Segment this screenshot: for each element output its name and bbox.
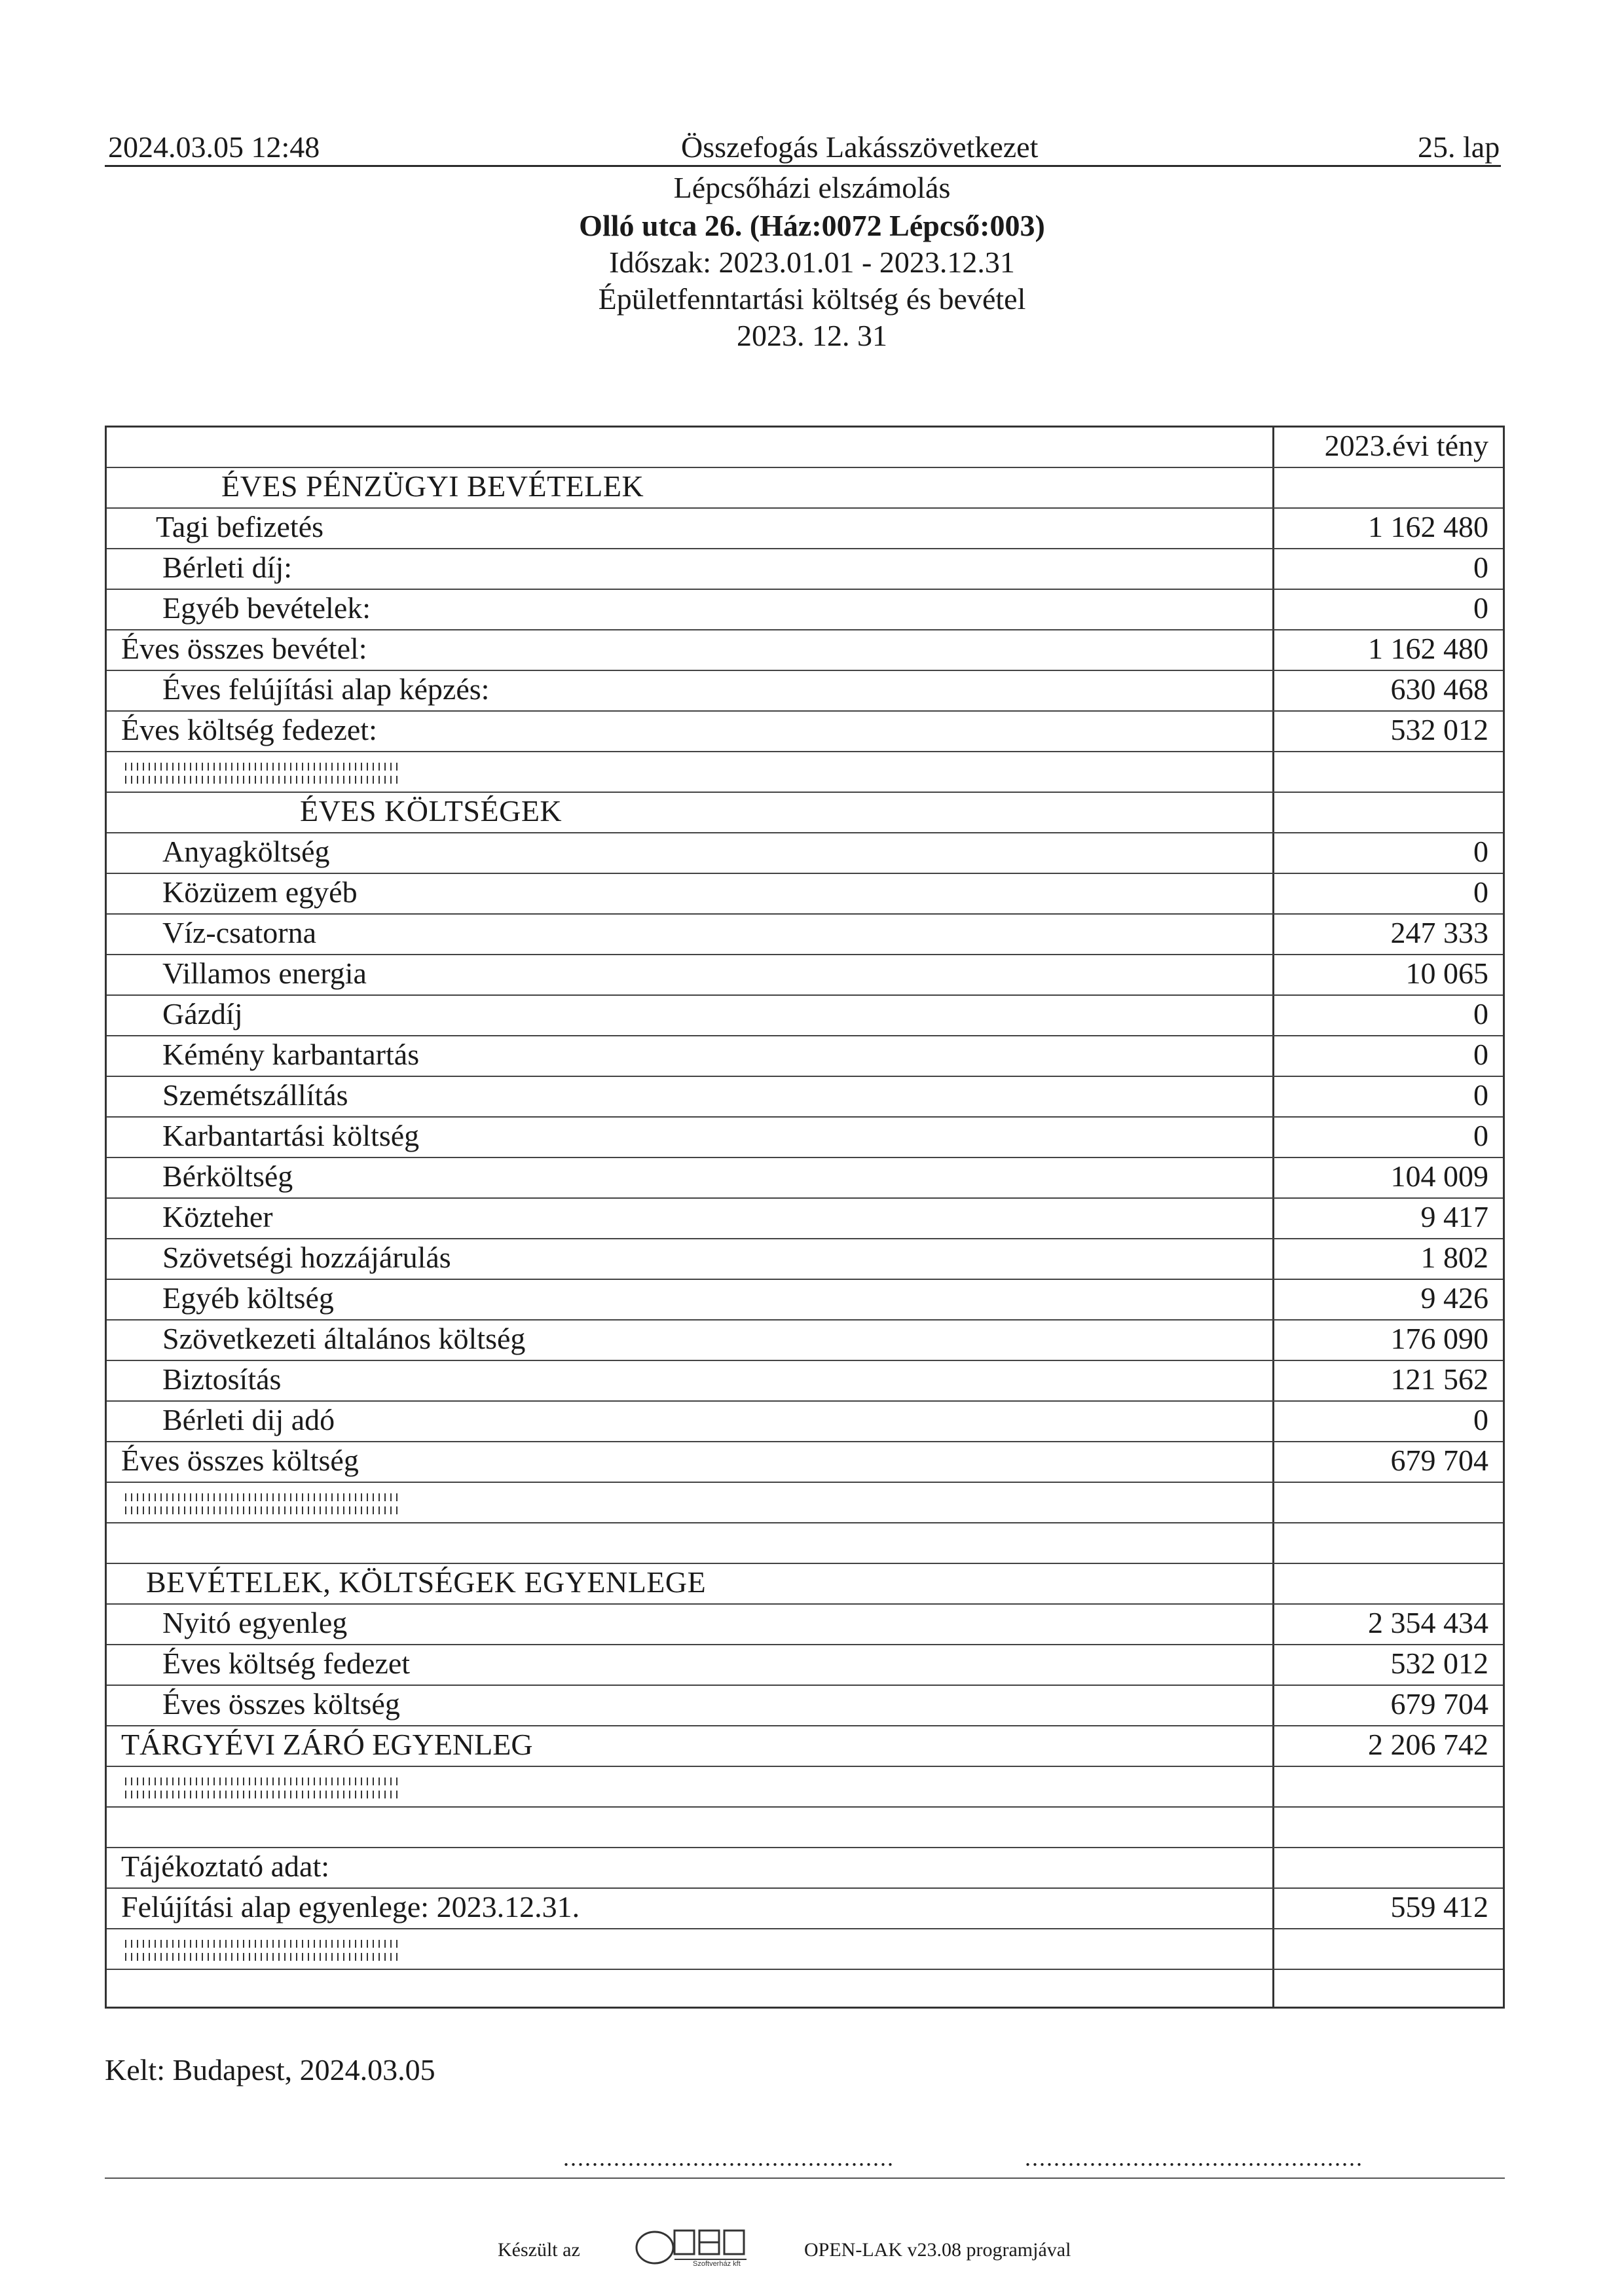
row-label: Karbantartási költség bbox=[162, 1119, 420, 1152]
row-value: 0 bbox=[1473, 997, 1488, 1030]
table-row bbox=[107, 1605, 1503, 1645]
empty-row bbox=[107, 1523, 1503, 1564]
row-value: 10 065 bbox=[1405, 957, 1488, 990]
row-label: Nyitó egyenleg bbox=[162, 1606, 348, 1639]
row-label: Bérleti díj: bbox=[162, 551, 293, 584]
organization-name: Összefogás Lakásszövetkezet bbox=[681, 130, 1039, 164]
place-date: Kelt: Budapest, 2024.03.05 bbox=[105, 2053, 435, 2086]
table-row bbox=[107, 996, 1503, 1036]
tick-marks bbox=[125, 1777, 400, 1785]
row-value: 0 bbox=[1473, 1038, 1488, 1071]
row-label: Bérköltség bbox=[162, 1159, 293, 1193]
empty-row bbox=[107, 1970, 1503, 2011]
row-value: 0 bbox=[1473, 591, 1488, 625]
row-value: 532 012 bbox=[1390, 1647, 1488, 1680]
row-label: Víz-csatorna bbox=[162, 916, 316, 949]
table-row bbox=[107, 1361, 1503, 1402]
table-row bbox=[107, 630, 1503, 671]
table-header-row bbox=[107, 428, 1503, 468]
row-value: 0 bbox=[1473, 835, 1488, 868]
row-label: Éves költség fedezet: bbox=[121, 713, 377, 746]
row-label: Éves költség fedezet bbox=[162, 1647, 411, 1680]
info-label: Tájékoztató adat: bbox=[121, 1850, 330, 1883]
table-row bbox=[107, 1158, 1503, 1199]
row-label: Szövetségi hozzájárulás bbox=[162, 1241, 451, 1274]
row-value: 104 009 bbox=[1390, 1159, 1488, 1193]
table-row bbox=[107, 671, 1503, 712]
tick-marks bbox=[125, 1506, 400, 1514]
info-label-row bbox=[107, 1848, 1503, 1889]
row-value: 0 bbox=[1473, 551, 1488, 584]
row-label: Éves összes költség bbox=[162, 1687, 400, 1721]
row-value: 2 354 434 bbox=[1368, 1606, 1488, 1639]
row-label: Szövetkezeti általános költség bbox=[162, 1322, 526, 1355]
row-value: 1 802 bbox=[1420, 1241, 1488, 1274]
print-datetime: 2024.03.05 12:48 bbox=[108, 130, 320, 164]
row-label: Villamos energia bbox=[162, 957, 367, 990]
row-label: Közteher bbox=[162, 1200, 273, 1233]
table-row bbox=[107, 1402, 1503, 1442]
row-value: 2 206 742 bbox=[1368, 1728, 1488, 1761]
table-row bbox=[107, 1199, 1503, 1239]
tick-marks bbox=[125, 1953, 400, 1961]
row-label: Bérleti dij adó bbox=[162, 1403, 335, 1436]
income-section-row bbox=[107, 468, 1503, 509]
separator-row bbox=[107, 1767, 1503, 1808]
table-row bbox=[107, 549, 1503, 590]
table-row bbox=[107, 1442, 1503, 1483]
table-row bbox=[107, 1686, 1503, 1726]
row-value: 559 412 bbox=[1390, 1890, 1488, 1923]
row-value: 0 bbox=[1473, 875, 1488, 909]
row-label: Éves összes bevétel: bbox=[121, 632, 367, 665]
row-value: 1 162 480 bbox=[1368, 632, 1488, 665]
section-title-income: ÉVES PÉNZÜGYI BEVÉTELEK bbox=[221, 469, 644, 503]
table-row bbox=[107, 590, 1503, 630]
date-line: 2023. 12. 31 bbox=[737, 319, 887, 352]
tick-marks bbox=[125, 1791, 400, 1798]
made-with-text: Készült az bbox=[498, 2239, 580, 2261]
tick-marks bbox=[125, 776, 400, 784]
table-row bbox=[107, 1280, 1503, 1321]
footer-rule bbox=[105, 2178, 1505, 2179]
row-value: 630 468 bbox=[1390, 672, 1488, 706]
closing-balance-row bbox=[107, 1726, 1503, 1767]
row-label: Felújítási alap egyenlege: 2023.12.31. bbox=[121, 1890, 580, 1923]
row-label: Szemétszállítás bbox=[162, 1078, 348, 1112]
table-row bbox=[107, 1239, 1503, 1280]
table-row bbox=[107, 1036, 1503, 1077]
period-line: Időszak: 2023.01.01 - 2023.12.31 bbox=[609, 246, 1015, 279]
separator-row bbox=[107, 1483, 1503, 1523]
cost-section-row bbox=[107, 793, 1503, 833]
column-header: 2023.évi tény bbox=[1324, 429, 1488, 462]
open-logo bbox=[635, 2223, 753, 2269]
separator-row bbox=[107, 752, 1503, 793]
separator-row bbox=[107, 1929, 1503, 1970]
info-row bbox=[107, 1889, 1503, 1929]
row-label: Tagi befizetés bbox=[156, 510, 324, 543]
table-row bbox=[107, 509, 1503, 549]
table-row bbox=[107, 1118, 1503, 1158]
table-row bbox=[107, 1077, 1503, 1118]
section-title-costs: ÉVES KÖLTSÉGEK bbox=[300, 794, 563, 828]
tick-marks bbox=[125, 1940, 400, 1948]
subtitle-line: Épületfenntartási költség és bevétel bbox=[598, 282, 1026, 316]
table-row bbox=[107, 955, 1503, 996]
row-label: Egyéb költség bbox=[162, 1281, 334, 1315]
statement-table bbox=[105, 426, 1505, 2009]
row-value: 0 bbox=[1473, 1078, 1488, 1112]
row-value: 679 704 bbox=[1390, 1444, 1488, 1477]
page-number: 25. lap bbox=[1418, 130, 1500, 164]
program-text: OPEN-LAK v23.08 programjával bbox=[804, 2239, 1071, 2261]
document-title: Lépcsőházi elszámolás bbox=[673, 171, 951, 204]
table-row bbox=[107, 1645, 1503, 1686]
row-value: 0 bbox=[1473, 1403, 1488, 1436]
table-row bbox=[107, 874, 1503, 915]
row-label: Gázdíj bbox=[162, 997, 243, 1030]
signature-line-left: .............................................. bbox=[563, 2145, 895, 2171]
row-value: 0 bbox=[1473, 1119, 1488, 1152]
address-line: Olló utca 26. (Ház:0072 Lépcső:003) bbox=[579, 209, 1045, 242]
row-label: Éves felújítási alap képzés: bbox=[162, 672, 490, 706]
balance-section-row bbox=[107, 1564, 1503, 1605]
row-label: Kémény karbantartás bbox=[162, 1038, 420, 1071]
row-label: Éves összes költség bbox=[121, 1444, 359, 1477]
row-value: 9 417 bbox=[1420, 1200, 1488, 1233]
row-value: 1 162 480 bbox=[1368, 510, 1488, 543]
empty-row bbox=[107, 1808, 1503, 1848]
row-value: 679 704 bbox=[1390, 1687, 1488, 1721]
row-value: 9 426 bbox=[1420, 1281, 1488, 1315]
row-label: Biztosítás bbox=[162, 1362, 282, 1396]
row-value: 247 333 bbox=[1390, 916, 1488, 949]
tick-marks bbox=[125, 1493, 400, 1501]
row-value: 176 090 bbox=[1390, 1322, 1488, 1355]
section-title-balance: BEVÉTELEK, KÖLTSÉGEK EGYENLEGE bbox=[146, 1565, 707, 1599]
table-row bbox=[107, 915, 1503, 955]
header-rule bbox=[105, 165, 1501, 167]
row-value: 121 562 bbox=[1390, 1362, 1488, 1396]
row-label: Közüzem egyéb bbox=[162, 875, 358, 909]
row-label: Egyéb bevételek: bbox=[162, 591, 371, 625]
svg-text:Szoftverház kft: Szoftverház kft bbox=[693, 2260, 741, 2268]
table-row bbox=[107, 712, 1503, 752]
row-label: Anyagköltség bbox=[162, 835, 330, 868]
tick-marks bbox=[125, 763, 400, 771]
row-value: 532 012 bbox=[1390, 713, 1488, 746]
row-label: TÁRGYÉVI ZÁRÓ EGYENLEG bbox=[121, 1728, 533, 1761]
table-row bbox=[107, 833, 1503, 874]
table-row bbox=[107, 1321, 1503, 1361]
signature-line-right: ............................................... bbox=[1025, 2145, 1363, 2171]
